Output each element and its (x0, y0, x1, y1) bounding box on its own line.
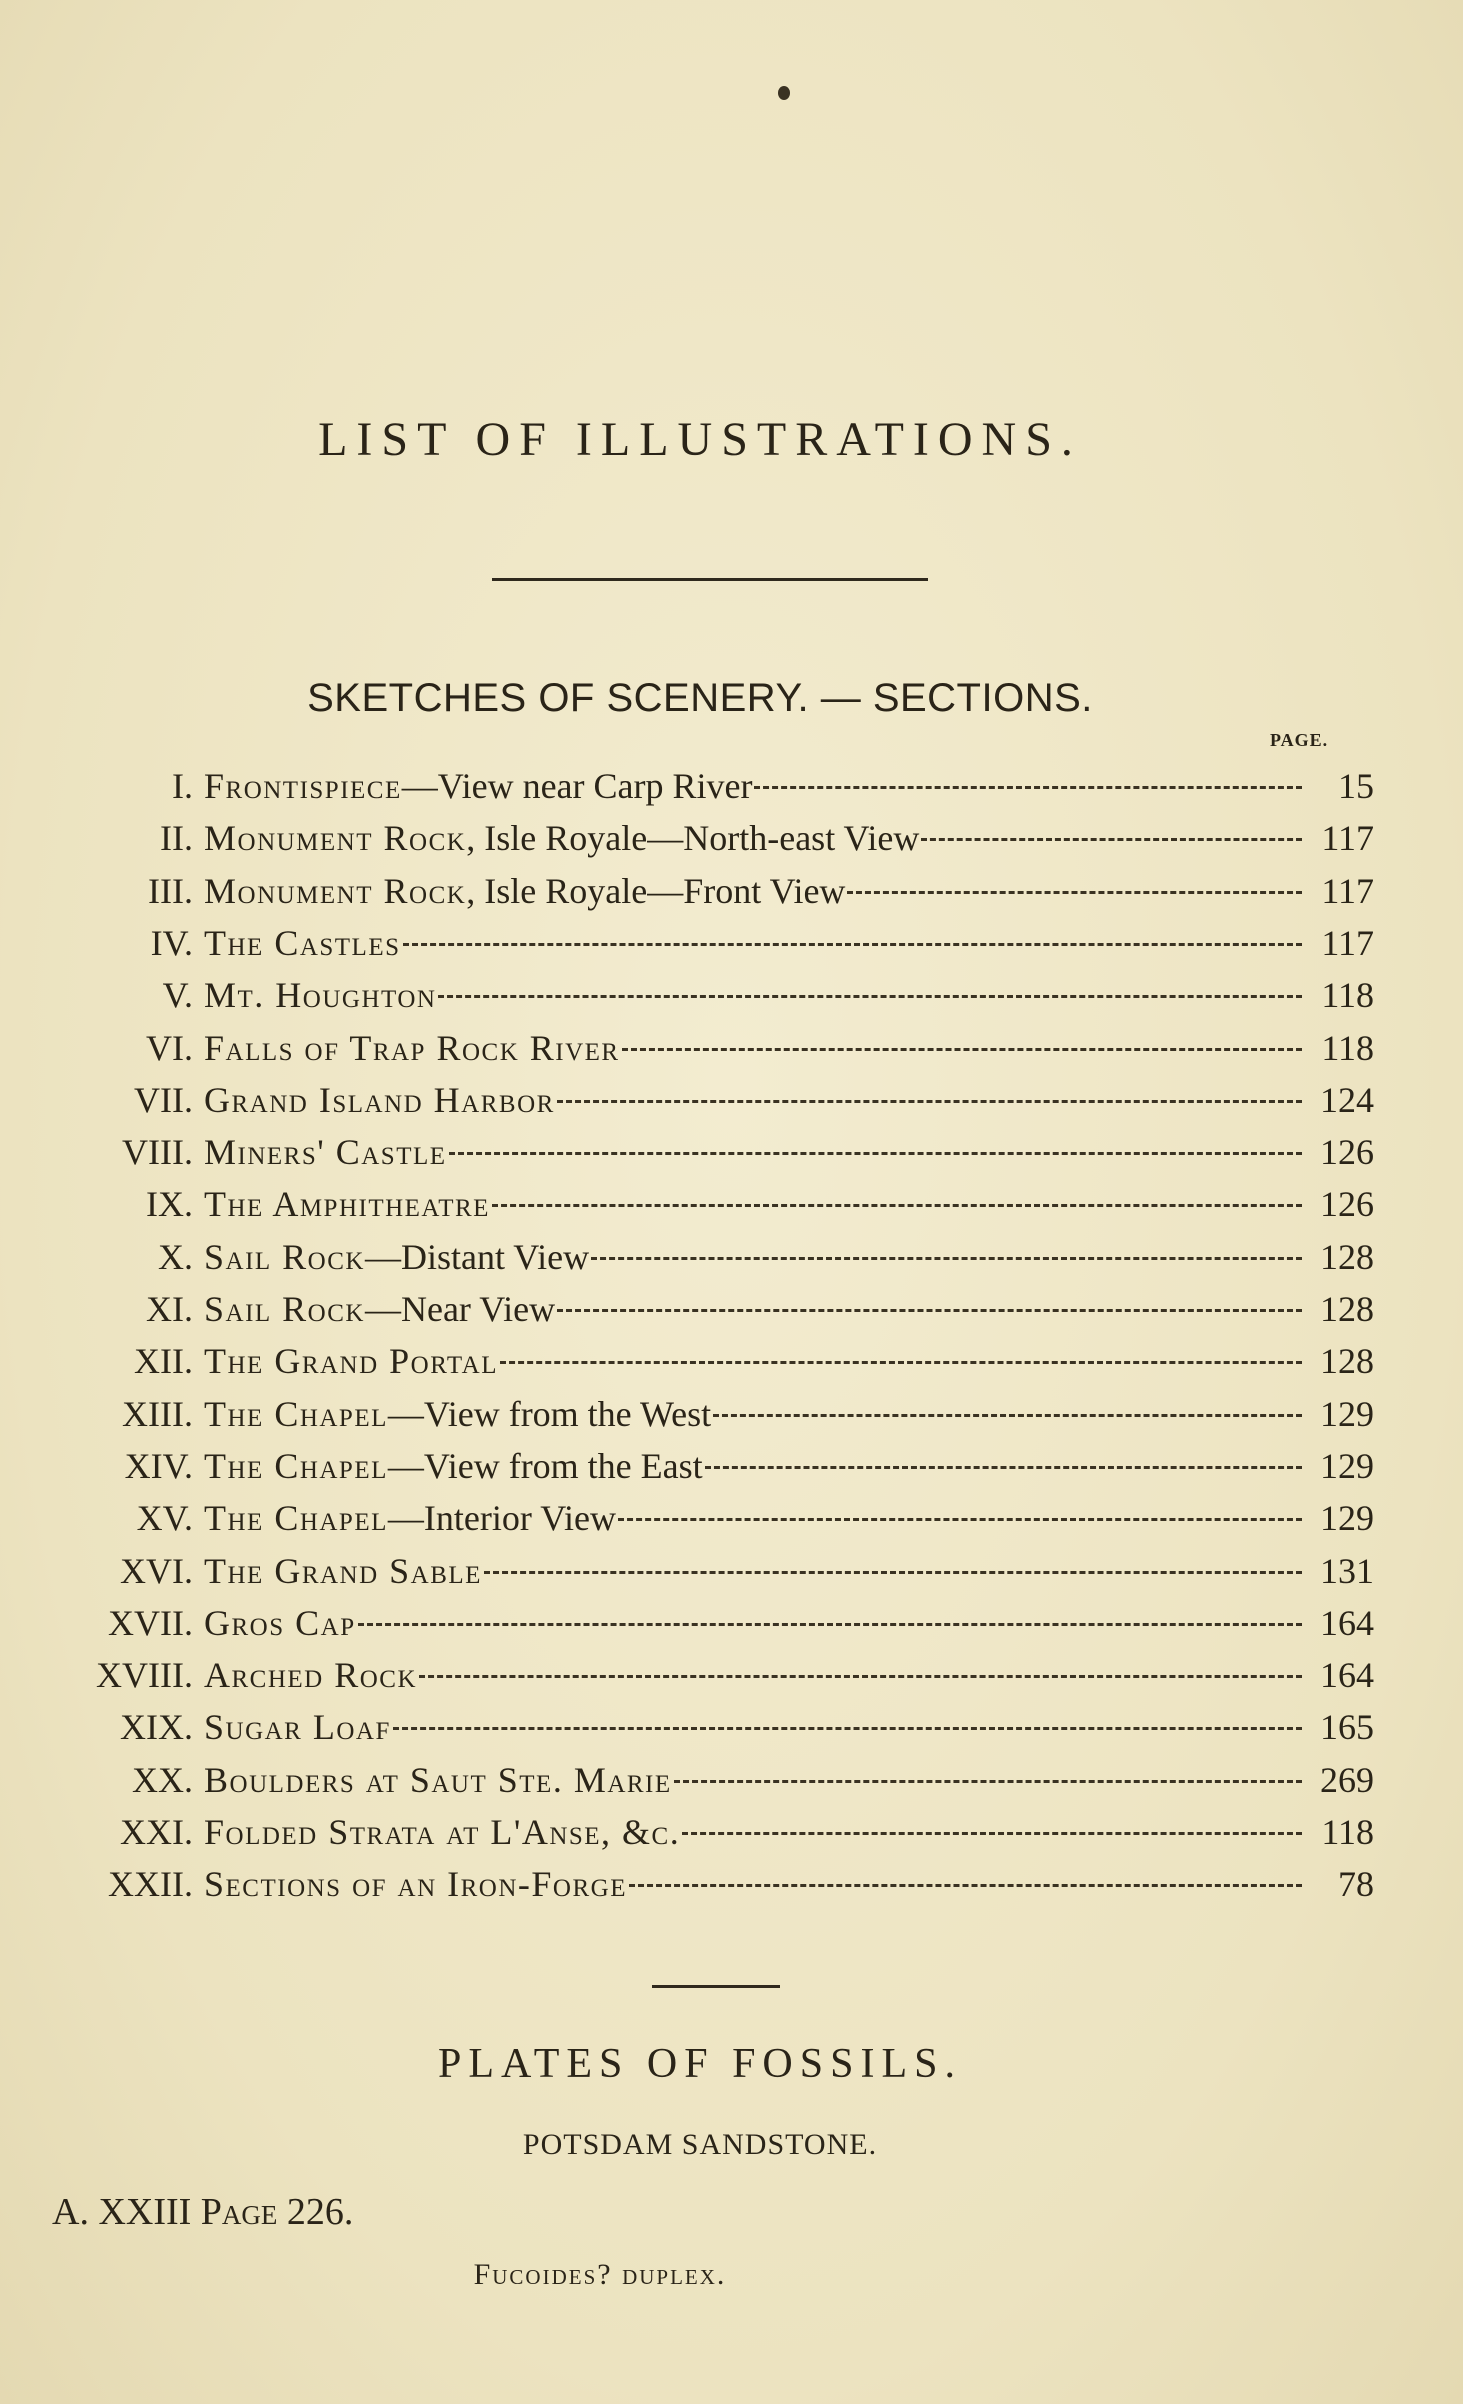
list-item (0, 969, 1463, 1021)
entry-body (204, 1701, 1374, 1753)
entry-title: Sugar Loaf (204, 1707, 391, 1748)
dot-leader (629, 1858, 1302, 1887)
dot-leader (682, 1806, 1302, 1835)
dot-leader (618, 1492, 1302, 1521)
dot-leader (622, 1022, 1302, 1051)
entry-body (204, 917, 1374, 969)
entry-numeral: VI. (146, 1027, 193, 1068)
entry-numeral: VII. (134, 1079, 193, 1120)
entry-numeral: XIV. (124, 1445, 193, 1486)
entry-description: —Near View (364, 1289, 556, 1329)
entry-page-number: 165 (1320, 1707, 1374, 1748)
entry-page-number: 269 (1320, 1759, 1374, 1800)
entry-page-number: 128 (1320, 1236, 1374, 1277)
entry-title: Sail Rock (204, 1236, 365, 1277)
dot-leader (358, 1597, 1302, 1626)
list-item (0, 1335, 1463, 1387)
dot-leader (500, 1335, 1302, 1364)
list-item (0, 1074, 1463, 1126)
entry-title: The Grand Sable (204, 1550, 482, 1591)
entry-page-number: 126 (1320, 1132, 1374, 1173)
list-item (0, 760, 1463, 812)
entry-page-number: 131 (1320, 1550, 1374, 1591)
entry-title: Sail Rock (204, 1289, 365, 1329)
entry-numeral: XV. (136, 1498, 193, 1539)
list-item (0, 865, 1463, 917)
entry-page-number: 118 (1321, 1812, 1374, 1852)
entry-body (204, 760, 1374, 812)
list-item (0, 1701, 1463, 1753)
entry-title: The Chapel (204, 1393, 388, 1434)
entry-page-number: 117 (1321, 922, 1374, 963)
list-item (0, 1388, 1463, 1440)
entry-page-number: 117 (1321, 870, 1374, 911)
dot-leader (419, 1649, 1302, 1678)
entry-title: The Chapel (204, 1445, 388, 1486)
entry-title: Frontispiece (204, 766, 402, 806)
entry-numeral: XX. (132, 1759, 193, 1800)
entry-body (204, 1388, 1374, 1440)
entry-title: The Chapel (204, 1498, 388, 1539)
entry-numeral: II. (160, 818, 193, 859)
entry-description: —View from the East (387, 1445, 703, 1486)
list-item (0, 1754, 1463, 1806)
entry-page-number: 117 (1321, 818, 1374, 859)
plates-subheading: POTSDAM SANDSTONE. (522, 2128, 878, 2161)
entry-numeral: XVII. (108, 1602, 193, 1643)
entry-title: The Castles (204, 922, 401, 963)
entry-page-number: 124 (1320, 1079, 1374, 1120)
list-item (0, 1806, 1463, 1858)
entry-body (204, 1545, 1374, 1597)
dot-leader (449, 1126, 1302, 1155)
entry-page-number: 129 (1320, 1498, 1374, 1539)
list-item (0, 1545, 1463, 1597)
entry-body (204, 1858, 1374, 1910)
entry-numeral: IV. (150, 922, 193, 963)
dot-leader (705, 1440, 1302, 1469)
dot-leader (921, 812, 1302, 841)
entry-title: Arched Rock (204, 1655, 418, 1696)
dot-leader (847, 865, 1302, 894)
entry-body (204, 1231, 1374, 1283)
entry-page-number: 164 (1320, 1655, 1374, 1696)
page-column-label: PAGE. (1270, 730, 1329, 750)
entry-body (204, 1649, 1374, 1701)
entry-body (204, 1178, 1374, 1230)
entry-body (204, 812, 1374, 864)
list-item (0, 1597, 1463, 1649)
entry-title: The Grand Portal (204, 1341, 498, 1382)
dot-leader (674, 1754, 1302, 1783)
entry-title: The Amphitheatre (204, 1184, 490, 1225)
entry-page-number: 78 (1338, 1864, 1374, 1905)
entry-page-number: 126 (1320, 1184, 1374, 1225)
entry-description: , Isle Royale—Front View (466, 870, 846, 911)
entry-title: Falls of Trap Rock River (204, 1027, 620, 1068)
entry-title: Boulders at Saut Ste. Marie (204, 1759, 672, 1800)
entry-title: Grand Island Harbor (204, 1079, 555, 1120)
entry-page-number: 128 (1320, 1289, 1374, 1329)
entry-numeral: XIII. (122, 1393, 193, 1434)
entry-body (204, 865, 1374, 917)
entry-body (204, 1440, 1374, 1492)
species-name: Fucoides? duplex. (473, 2258, 727, 2291)
entry-numeral: XVIII. (96, 1655, 193, 1696)
entry-numeral: XIX. (120, 1707, 193, 1748)
entry-title: Monument Rock (204, 818, 467, 859)
list-item (0, 1178, 1463, 1230)
entry-description: , Isle Royale—North-east View (466, 818, 920, 859)
entry-description: —Interior View (387, 1498, 617, 1539)
list-item (0, 1283, 1463, 1335)
entry-numeral: XI. (146, 1289, 193, 1329)
entry-numeral: XXII. (108, 1864, 193, 1905)
entry-body (204, 1754, 1374, 1806)
section-heading: SKETCHES OF SCENERY. — SECTIONS. (307, 676, 1093, 720)
entry-body (204, 1074, 1374, 1126)
list-item (0, 1126, 1463, 1178)
list-item (0, 1440, 1463, 1492)
entry-body (204, 1492, 1374, 1544)
entry-numeral: XVI. (120, 1550, 193, 1591)
entry-body (204, 1335, 1374, 1387)
entry-body (204, 1283, 1374, 1335)
ink-spot (778, 86, 790, 100)
entry-numeral: XII. (134, 1341, 193, 1382)
entry-title: Gros Cap (204, 1602, 356, 1643)
entry-title: Folded Strata at L'Anse, &c. (204, 1812, 681, 1852)
section-rule (652, 1985, 780, 1988)
dot-leader (557, 1283, 1302, 1312)
entry-body (204, 1022, 1374, 1074)
entry-title: Mt. Houghton (204, 975, 437, 1016)
entry-description: —View near Carp River (401, 766, 753, 806)
entry-description: —Distant View (364, 1236, 590, 1277)
entry-page-number: 118 (1321, 1027, 1374, 1068)
entry-page-number: 15 (1338, 766, 1374, 806)
list-item (0, 1022, 1463, 1074)
entry-numeral: V. (162, 975, 193, 1016)
entry-page-number: 129 (1320, 1445, 1374, 1486)
entry-title: Miners' Castle (204, 1132, 447, 1173)
entry-page-number: 164 (1320, 1602, 1374, 1643)
list-item (0, 1649, 1463, 1701)
dot-leader (591, 1231, 1302, 1260)
entry-numeral: III. (148, 870, 193, 911)
entry-body (204, 1126, 1374, 1178)
entry-numeral: I. (172, 766, 193, 806)
entry-body (204, 1597, 1374, 1649)
list-item (0, 1492, 1463, 1544)
entry-title: Monument Rock (204, 870, 467, 911)
dot-leader (754, 760, 1302, 789)
page-title: LIST OF ILLUSTRATIONS. (318, 413, 1082, 466)
list-item (0, 917, 1463, 969)
plates-heading: PLATES OF FOSSILS. (438, 2041, 962, 2087)
entry-numeral: IX. (146, 1184, 193, 1225)
dot-leader (492, 1178, 1302, 1207)
title-rule (492, 578, 928, 581)
entry-page-number: 128 (1320, 1341, 1374, 1382)
list-item (0, 812, 1463, 864)
dot-leader (713, 1388, 1302, 1417)
entry-numeral: XXI. (120, 1812, 193, 1852)
dot-leader (438, 969, 1302, 998)
entry-page-number: 118 (1321, 975, 1374, 1016)
dot-leader (403, 917, 1302, 946)
list-item (0, 1231, 1463, 1283)
dot-leader (484, 1545, 1302, 1574)
dot-leader (557, 1074, 1302, 1103)
list-item (0, 1858, 1463, 1910)
entry-page-number: 129 (1320, 1393, 1374, 1434)
plate-reference: A. XXIII Page 226. (52, 2191, 354, 2233)
entry-title: Sections of an Iron-Forge (204, 1864, 627, 1905)
entry-description: —View from the West (387, 1393, 712, 1434)
entry-body (204, 969, 1374, 1021)
dot-leader (393, 1701, 1302, 1730)
entry-body (204, 1806, 1374, 1858)
entry-numeral: VIII. (122, 1132, 193, 1173)
entry-numeral: X. (158, 1236, 193, 1277)
